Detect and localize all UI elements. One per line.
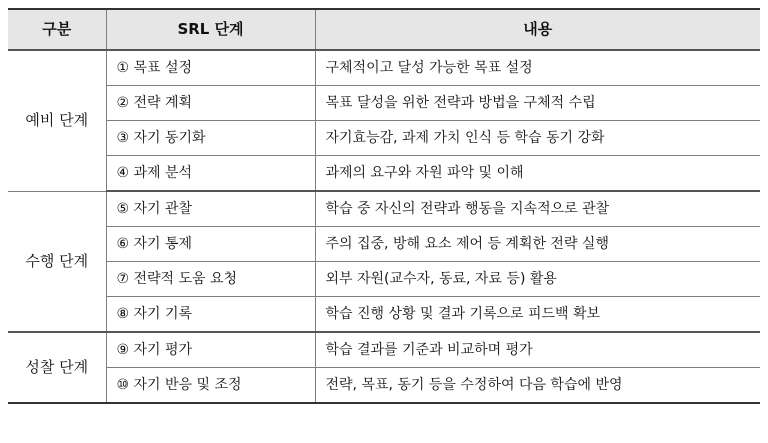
content-cell: 학습 진행 상황 및 결과 기록으로 피드백 확보 xyxy=(315,297,760,333)
step-cell: ④ 과제 분석 xyxy=(106,156,315,192)
table-row xyxy=(8,332,760,368)
table-row xyxy=(8,368,760,404)
step-cell: ① 목표 설정 xyxy=(106,50,315,86)
step-cell: ③ 자기 동기화 xyxy=(106,121,315,156)
table-row xyxy=(8,50,760,86)
table-row xyxy=(8,297,760,333)
srl-stages-table xyxy=(8,8,760,404)
content-cell: 학습 중 자신의 전략과 행동을 지속적으로 관찰 xyxy=(315,191,760,227)
content-cell: 주의 집중, 방해 요소 제어 등 계획한 전략 실행 xyxy=(315,227,760,262)
step-cell: ⑤ 자기 관찰 xyxy=(106,191,315,227)
step-cell: ⑨ 자기 평가 xyxy=(106,332,315,368)
content-cell: 과제의 요구와 자원 파악 및 이해 xyxy=(315,156,760,192)
content-cell: 전략, 목표, 동기 등을 수정하여 다음 학습에 반영 xyxy=(315,368,760,404)
header-category: 구분 xyxy=(8,9,106,50)
group-label-performance: 수행 단계 xyxy=(8,191,106,332)
table-row xyxy=(8,227,760,262)
step-cell: ⑧ 자기 기록 xyxy=(106,297,315,333)
step-cell: ⑦ 전략적 도움 요청 xyxy=(106,262,315,297)
table-row xyxy=(8,86,760,121)
header-srl-stage: SRL 단계 xyxy=(106,9,315,50)
table-row xyxy=(8,262,760,297)
content-cell: 외부 자원(교수자, 동료, 자료 등) 활용 xyxy=(315,262,760,297)
content-cell: 구체적이고 달성 가능한 목표 설정 xyxy=(315,50,760,86)
group-label-preparation: 예비 단계 xyxy=(8,50,106,191)
step-cell: ⑩ 자기 반응 및 조정 xyxy=(106,368,315,404)
table-row xyxy=(8,156,760,192)
content-cell: 자기효능감, 과제 가치 인식 등 학습 동기 강화 xyxy=(315,121,760,156)
step-cell: ⑥ 자기 통제 xyxy=(106,227,315,262)
content-cell: 학습 결과를 기준과 비교하며 평가 xyxy=(315,332,760,368)
table-row xyxy=(8,191,760,227)
table-row xyxy=(8,121,760,156)
header-row xyxy=(8,9,760,50)
group-label-reflection: 성찰 단계 xyxy=(8,332,106,403)
step-cell: ② 전략 계획 xyxy=(106,86,315,121)
header-content: 내용 xyxy=(315,9,760,50)
content-cell: 목표 달성을 위한 전략과 방법을 구체적 수립 xyxy=(315,86,760,121)
